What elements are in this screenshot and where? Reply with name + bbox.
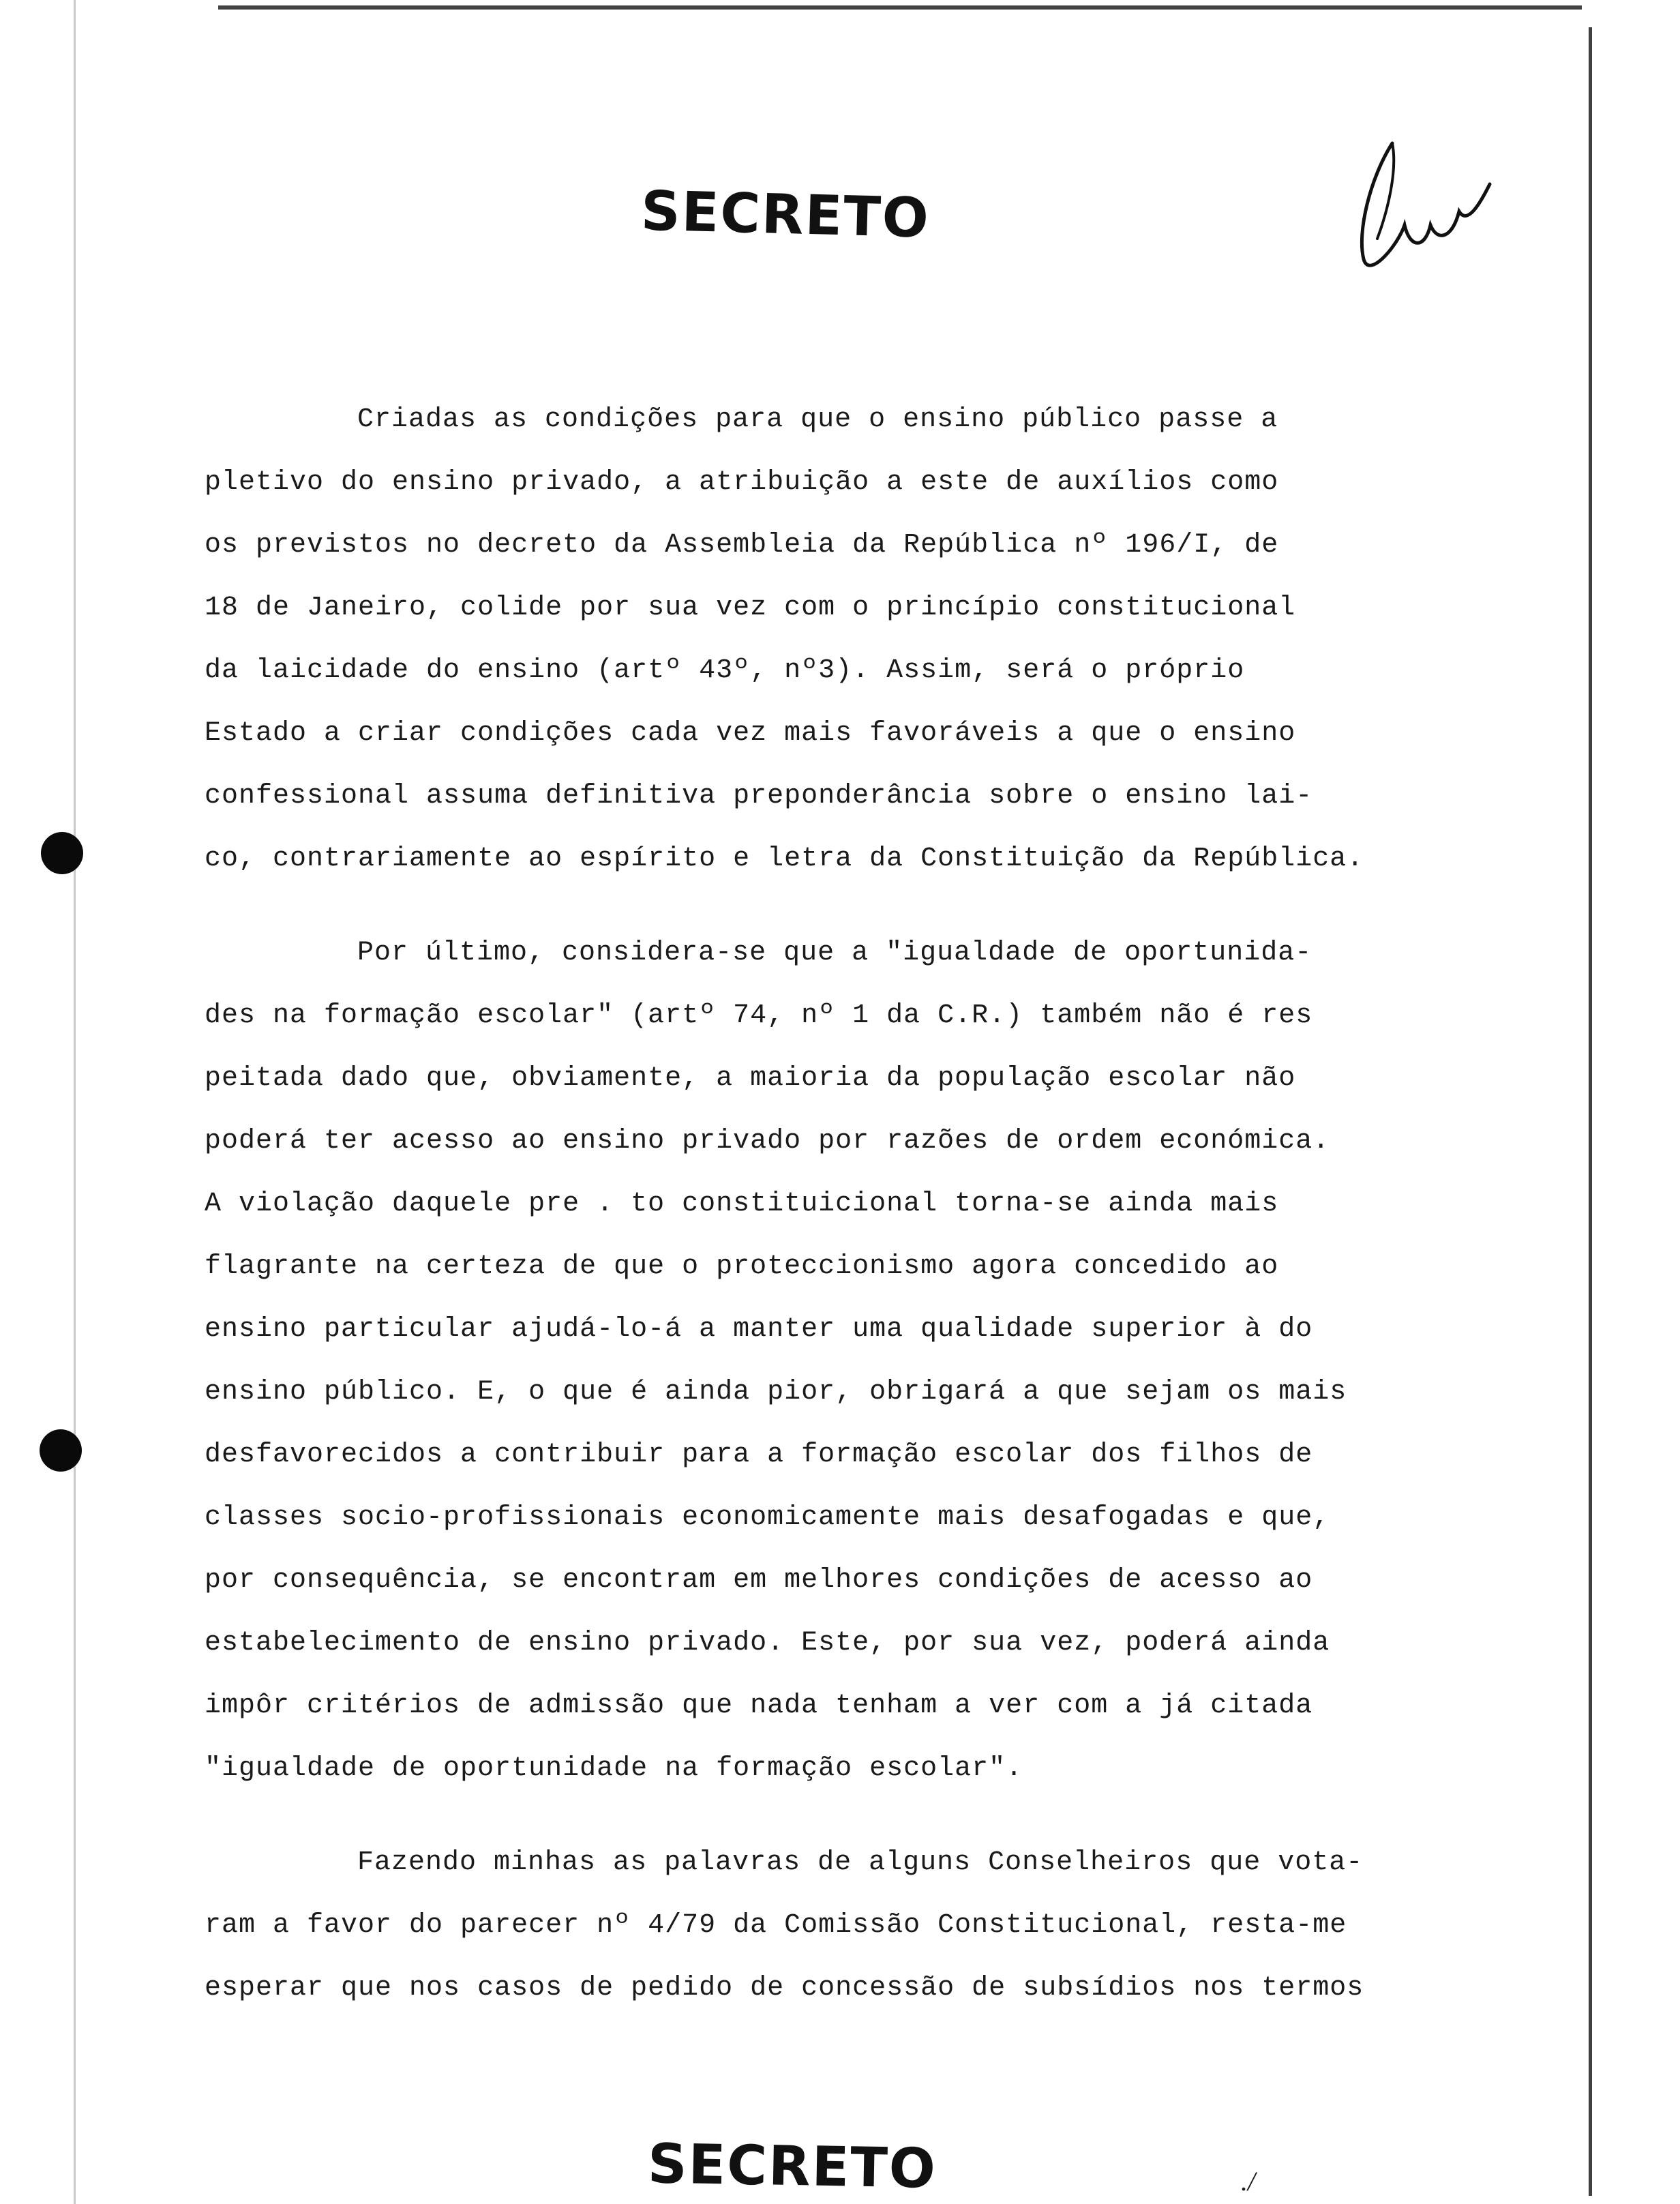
text-line: ensino particular ajudá-lo-á a manter uma qualidade superior à do xyxy=(205,1314,1313,1345)
text-line: impôr critérios de admissão que nada tenham a ver com a já citada xyxy=(205,1691,1313,1721)
text-line: confessional assuma definitiva preponderância sobre o ensino lai- xyxy=(205,781,1313,811)
text-line: esperar que nos casos de pedido de concessão de subsídios nos termos xyxy=(205,1973,1364,2004)
text-line: desfavorecidos a contribuir para a formação escolar dos filhos de xyxy=(205,1440,1313,1470)
text-line: Estado a criar condições cada vez mais favoráveis a que o ensino xyxy=(205,718,1296,749)
text-line: pletivo do ensino privado, a atribuição a este de auxílios como xyxy=(205,467,1279,498)
classification-stamp-top: SECRETO xyxy=(640,179,931,250)
text-line: poderá ter acesso ao ensino privado por razões de ordem económica. xyxy=(205,1126,1330,1157)
text-line: des na formação escolar" (artº 74, nº 1 da C.R.) também não é res xyxy=(205,1000,1313,1031)
paragraph-3 xyxy=(205,1832,1486,2020)
text-line: "igualdade de oportunidade na formação escolar". xyxy=(205,1753,1023,1784)
scan-left-edge xyxy=(74,0,76,2204)
text-line: co, contrariamente ao espírito e letra da Constituição da República. xyxy=(205,844,1364,874)
punch-hole xyxy=(41,832,83,874)
text-line: ensino público. E, o que é ainda pior, obrigará a que sejam os mais xyxy=(205,1377,1347,1408)
text-line: Fazendo minhas as palavras de alguns Conselheiros que vota- xyxy=(357,1847,1364,1878)
scan-right-edge xyxy=(1589,27,1592,2196)
classification-stamp-bottom: SECRETO xyxy=(647,2132,937,2201)
text-line: Por último, considera-se que a "igualdade de oportunida- xyxy=(357,938,1312,968)
text-line: ram a favor do parecer nº 4/79 da Comissão Constitucional, resta-me xyxy=(205,1910,1347,1941)
text-line: por consequência, se encontram em melhores condições de acesso ao xyxy=(205,1565,1313,1596)
text-line: os previstos no decreto da Assembleia da República nº 196/I, de xyxy=(205,530,1279,561)
text-line: estabelecimento de ensino privado. Este, por sua vez, poderá ainda xyxy=(205,1628,1330,1658)
text-line: flagrante na certeza de que o proteccionismo agora concedido ao xyxy=(205,1251,1279,1282)
text-line: classes socio-profissionais economicamente mais desafogadas e que, xyxy=(205,1502,1330,1533)
paragraph-1 xyxy=(205,389,1486,891)
punch-hole xyxy=(40,1429,82,1472)
handwritten-signature xyxy=(1350,130,1500,286)
text-line: peitada dado que, obviamente, a maioria da população escolar não xyxy=(205,1063,1296,1094)
paragraph-2 xyxy=(205,922,1486,1800)
document-body xyxy=(205,389,1486,2051)
scan-top-border xyxy=(218,5,1582,10)
text-line: da laicidade do ensino (artº 43º, nº3). Assim, será o próprio xyxy=(205,655,1245,686)
text-line: Criadas as condições para que o ensino público passe a xyxy=(357,404,1278,435)
text-line: 18 de Janeiro, colide por sua vez com o princípio constitucional xyxy=(205,593,1296,623)
page-mark: ./ xyxy=(1241,2166,1256,2196)
text-line: A violação daquele pre . to constituicional torna-se ainda mais xyxy=(205,1189,1279,1219)
